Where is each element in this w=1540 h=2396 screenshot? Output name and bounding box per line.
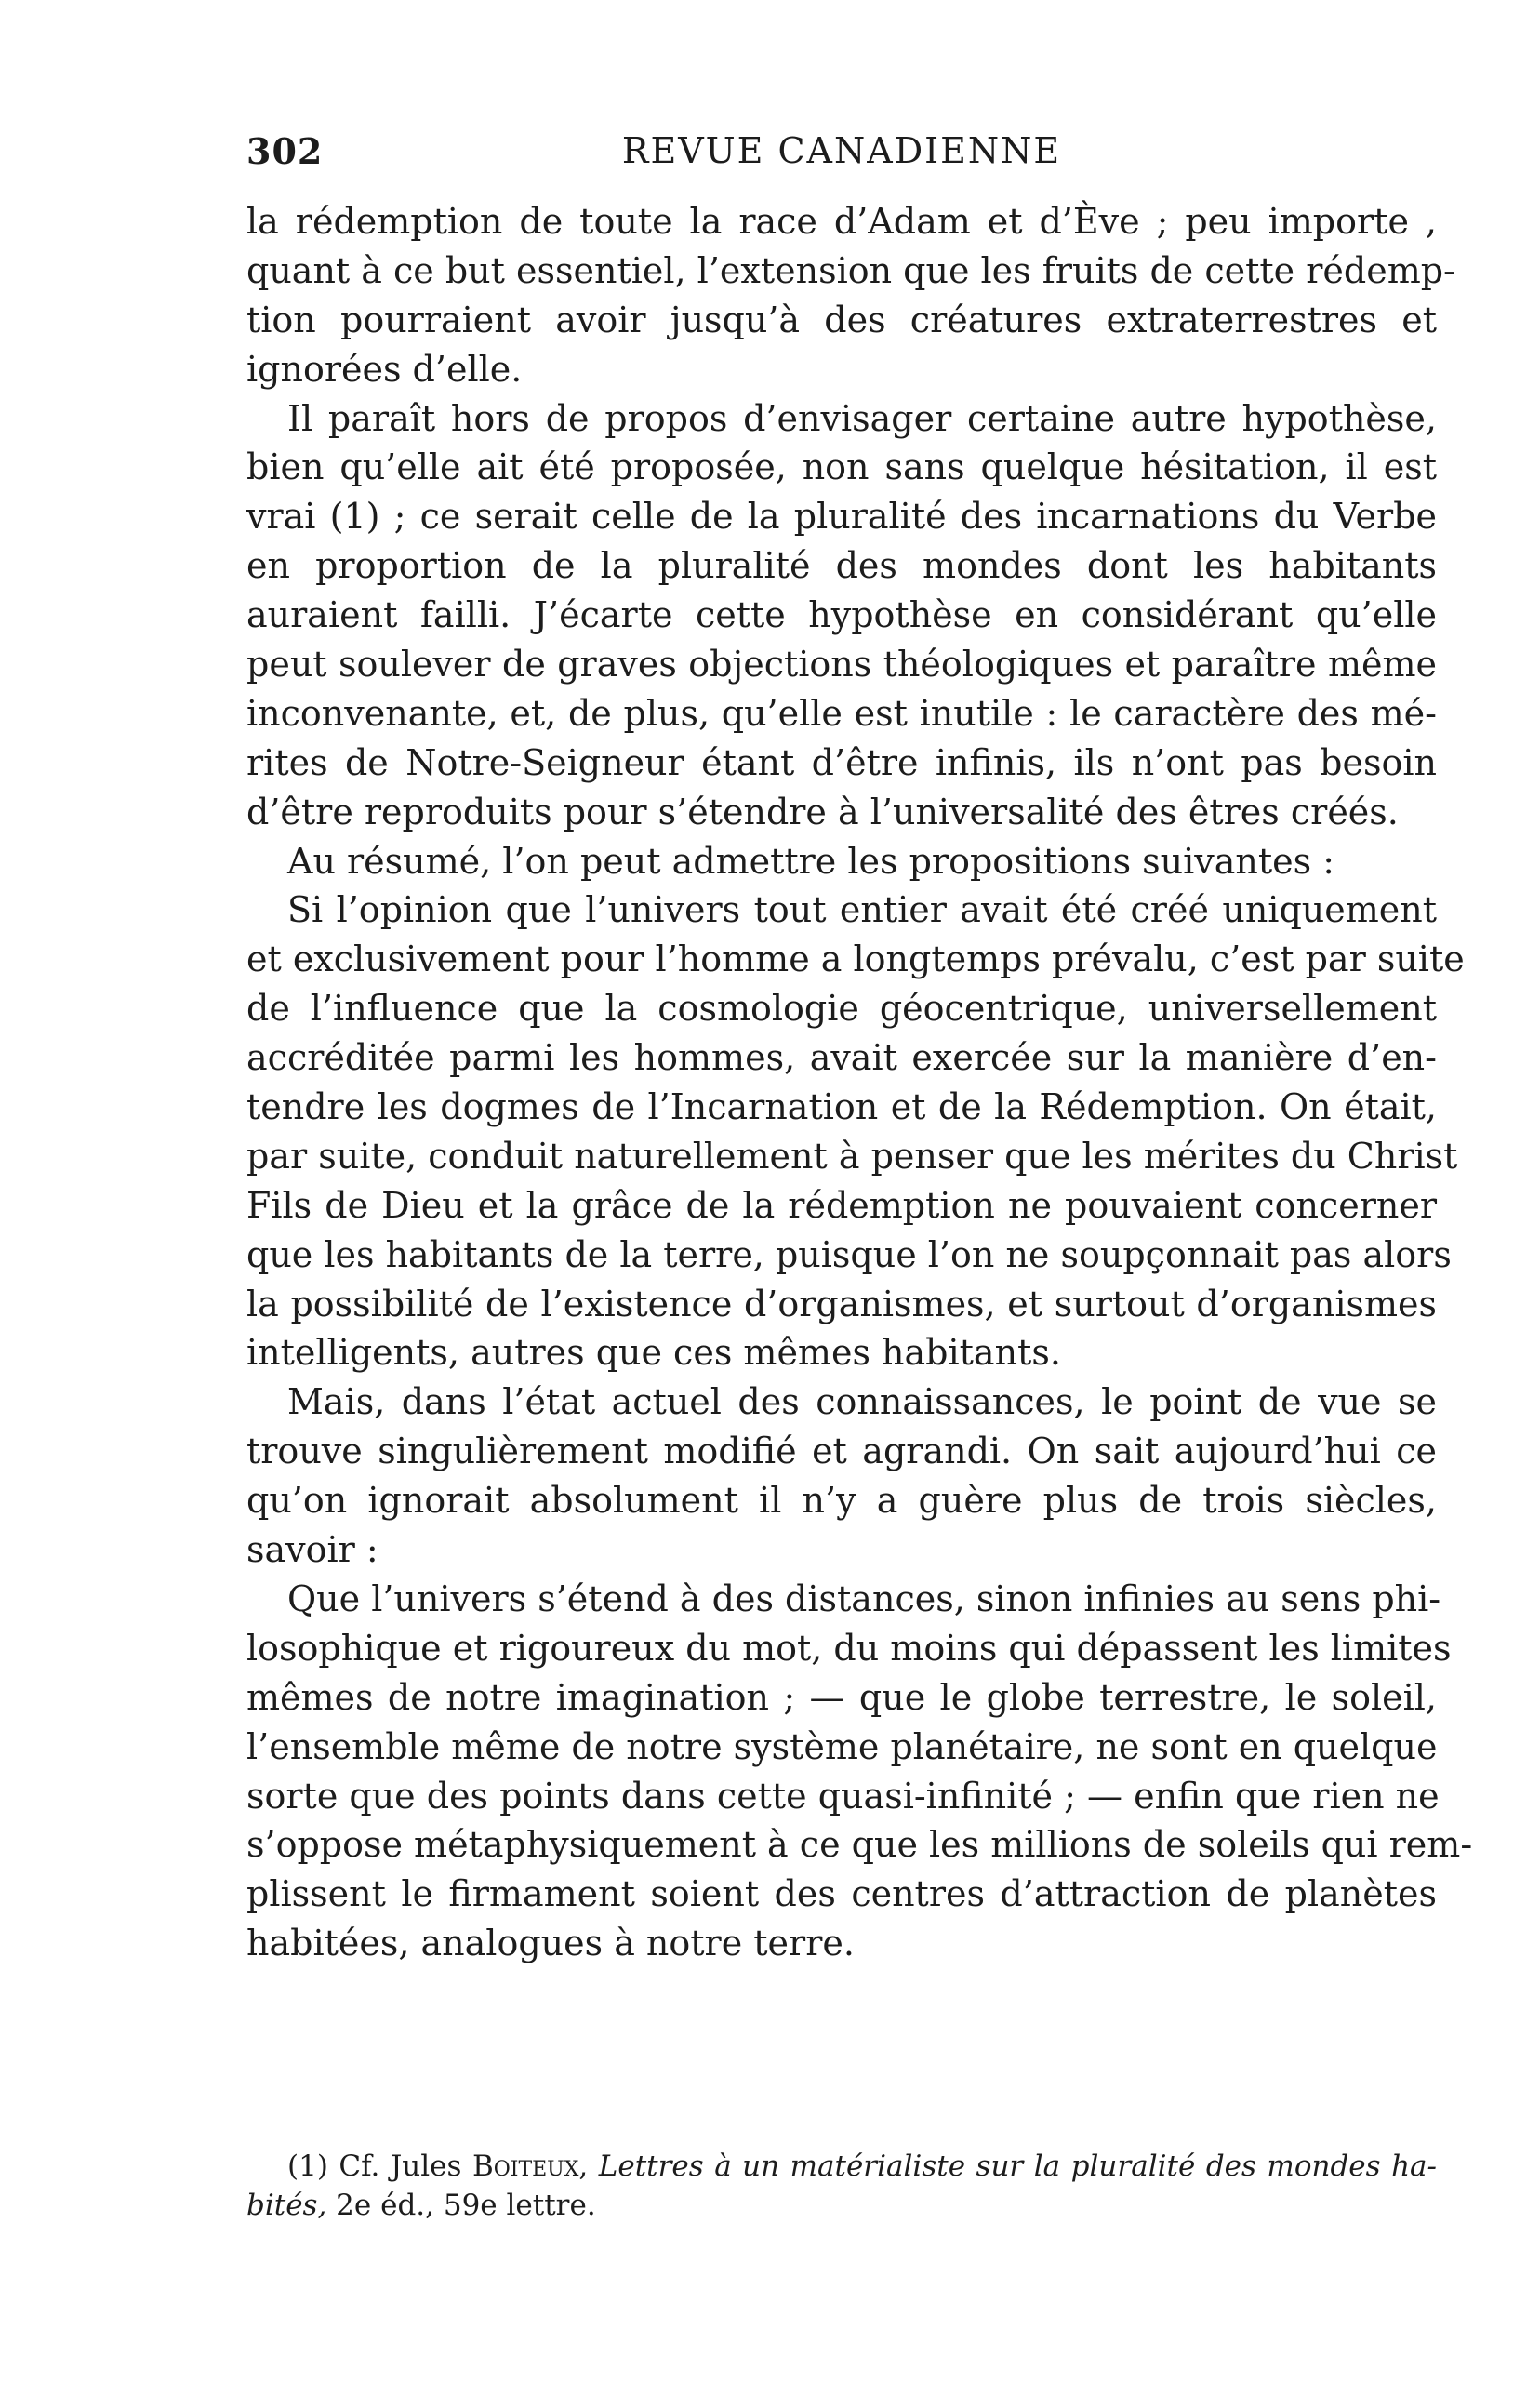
text-line: de l’influence que la cosmologie géocentrique, universellement	[246, 988, 1437, 1030]
document-page	[246, 130, 1473, 2222]
text-line: en proportion de la pluralité des mondes dont les habitants	[246, 545, 1437, 587]
footnote	[246, 2147, 1437, 2225]
text-line: mêmes de notre imagination ; — que le globe terrestre, le soleil,	[246, 1676, 1437, 1718]
footnote-title-end: bités,	[246, 2189, 327, 2222]
text-line: Il paraît hors de propos d’envisager certaine autre hypothèse,	[287, 397, 1437, 439]
text-line: ignorées d’elle.	[246, 348, 523, 390]
text-line: Si l’opinion que l’univers tout entier avait été créé uniquement	[287, 889, 1437, 931]
text-line: que les habitants de la terre, puisque l’on ne soupçonnait pas alors	[246, 1233, 1452, 1275]
text-line: Au résumé, l’on peut admettre les propositions suivantes :	[287, 840, 1335, 882]
page-header	[246, 130, 1437, 186]
text-line: trouve singulièrement modifié et agrandi. On sait aujourd’hui ce	[246, 1431, 1437, 1472]
text-line: vrai (1) ; ce serait celle de la pluralité des incarnations du Verbe	[246, 496, 1437, 538]
text-line: tion pourraient avoir jusqu’à des créatures extraterrestres et	[246, 299, 1437, 340]
text-line: sorte que des points dans cette quasi-infinité ; — enfin que rien ne	[246, 1775, 1440, 1817]
text-line: Que l’univers s’étend à des distances, sinon infinies au sens phi-	[287, 1577, 1441, 1619]
text-line: la possibilité de l’existence d’organismes, et surtout d’organismes	[246, 1283, 1437, 1324]
text-line: s’oppose métaphysiquement à ce que les millions de soleils qui rem-	[246, 1824, 1473, 1866]
text-line: d’être reproduits pour s’étendre à l’universalité des êtres créés.	[246, 791, 1399, 832]
text-line: savoir :	[246, 1529, 378, 1571]
footnote-edition: 2e éd., 59e lettre.	[326, 2189, 596, 2222]
footnote-title: Lettres à un matérialiste sur la pluralité des mondes ha-	[598, 2150, 1437, 2183]
text-line: tendre les dogmes de l’Incarnation et de la Rédemption. On était,	[246, 1086, 1437, 1128]
text-line: et exclusivement pour l’homme a longtemps prévalu, c’est par suite	[246, 938, 1465, 980]
footnote-line	[246, 2186, 1437, 2225]
footnote-marker: (1) Cf. Jules	[287, 2150, 472, 2183]
footnote-author: Boiteux,	[471, 2150, 589, 2183]
text-line: inconvenante, et, de plus, qu’elle est inutile : le caractère des mé-	[246, 692, 1437, 734]
text-line: bien qu’elle ait été proposée, non sans quelque hésitation, il est	[246, 446, 1437, 488]
text-line: accréditée parmi les hommes, avait exercée sur la manière d’en-	[246, 1037, 1437, 1079]
footnote-line	[246, 2147, 1437, 2186]
text-line: l’ensemble même de notre système planétaire, ne sont en quelque	[246, 1725, 1438, 1767]
body-text	[246, 197, 1473, 1968]
text-line: quant à ce but essentiel, l’extension que les fruits de cette rédemp-	[246, 249, 1455, 291]
text-line: losophique et rigoureux du mot, du moins qui dépassent les limites	[246, 1627, 1452, 1669]
text-line: qu’on ignorait absolument il n’y a guère plus de trois siècles,	[246, 1480, 1437, 1522]
text-line: plissent le firmament soient des centres d’attraction de planètes	[246, 1873, 1437, 1915]
text-line: par suite, conduit naturellement à penser que les mérites du Christ	[246, 1135, 1458, 1177]
text-line: intelligents, autres que ces mêmes habitants.	[246, 1332, 1061, 1374]
text-line: Fils de Dieu et la grâce de la rédemption ne pouvaient concerner	[246, 1184, 1437, 1226]
text-line: habitées, analogues à notre terre.	[246, 1923, 855, 1964]
text-line: la rédemption de toute la race d’Adam et d’Ève ; peu importe ,	[246, 201, 1437, 242]
text-line: Mais, dans l’état actuel des connaissances, le point de vue se	[287, 1381, 1437, 1423]
page-number: 302	[246, 130, 324, 172]
text-line: peut soulever de graves objections théologiques et paraître même	[246, 644, 1437, 686]
text-line: auraient failli. J’écarte cette hypothèse en considérant qu’elle	[246, 594, 1437, 636]
text-line: rites de Notre-Seigneur étant d’être infinis, ils n’ont pas besoin	[246, 741, 1437, 783]
running-title: REVUE CANADIENNE	[621, 130, 1062, 171]
